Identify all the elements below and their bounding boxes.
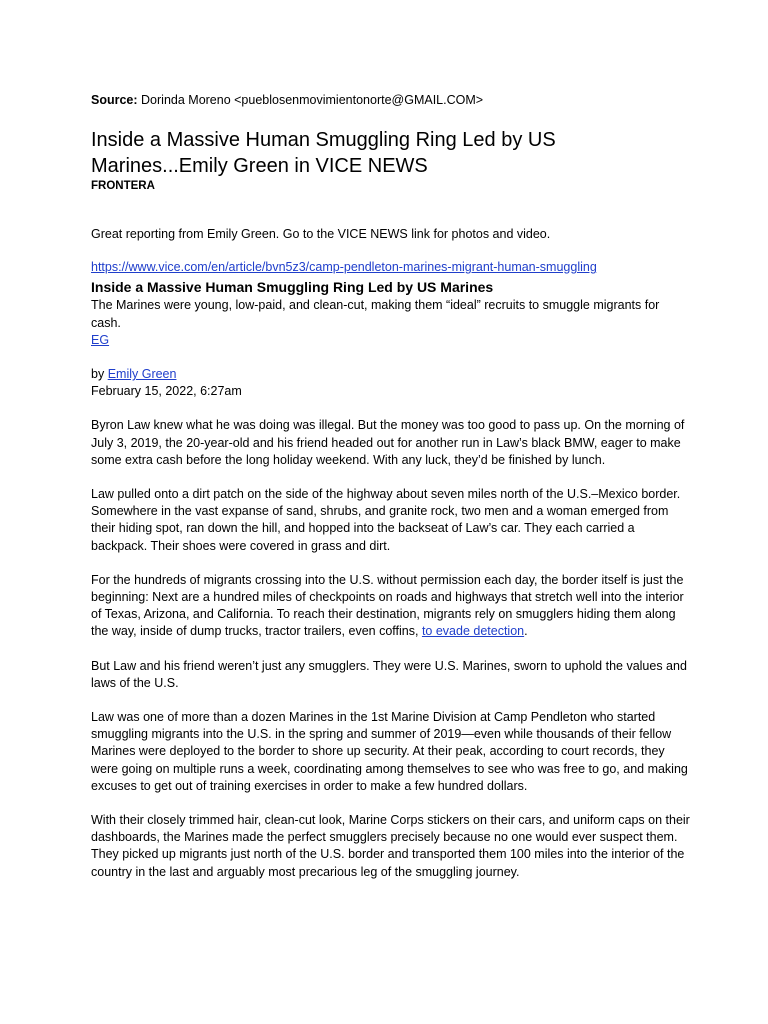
byline [91, 366, 691, 383]
document-subtitle: FRONTERA [91, 180, 155, 192]
eg-link[interactable]: EG [91, 332, 110, 347]
author-link[interactable]: Emily Green [107, 367, 177, 382]
source-value: Dorinda Moreno <pueblosenmovimientonorte@GMAIL.COM> [141, 93, 484, 107]
document-title: Inside a Massive Human Smuggling Ring Led by US Marines...Emily Green in VICE NEWS [91, 129, 556, 177]
source-line [91, 92, 691, 109]
article-headline: Inside a Massive Human Smuggling Ring Led by US Marines [91, 279, 494, 296]
evade-detection-link[interactable]: to evade detection [421, 624, 525, 639]
article-paragraph: Law pulled onto a dirt patch on the side of the highway about seven miles north of the U.S.–Mexico border. Somewhere in the vast expanse of sand, shrubs, and granite rock, two men and a woman emerged from their hiding spot, ran down the hill, and hopped into the backseat of Law’s car. They each carried a backpack. Their shoes were covered in grass and dirt. [91, 487, 681, 553]
paragraph-end: . [524, 624, 528, 639]
intro-text: Great reporting from Emily Green. Go to the VICE NEWS link for photos and video. [91, 227, 551, 241]
article-link[interactable]: https://www.vice.com/en/article/bvn5z3/camp-pendleton-marines-migrant-human-smuggling [91, 260, 597, 275]
byline-prefix: by [91, 367, 108, 382]
article-paragraph: Law was one of more than a dozen Marines in the 1st Marine Division at Camp Pendleton who started smuggling migrants into the U.S. in the spring and summer of 2019—even while thousands of their fellow Marines were deployed to the border to shore up security. At their peak, according to court records, they were going on multiple runs a week, coordinating among themselves to see who was free to go, and making excuses to get out of training exercises in order to make a few hundred dollars. [91, 710, 688, 793]
article-paragraph: With their closely trimmed hair, clean-cut look, Marine Corps stickers on their cars, and uniform caps on their dashboards, the Marines made the perfect smugglers precisely because no one would ever suspect them. They picked up migrants just north of the U.S. border and transported them 100 miles into the interior of the country in the last and arguably most precarious leg of the smuggling journey. [91, 813, 690, 879]
article-paragraph: Byron Law knew what he was doing was illegal. But the money was too good to pass up. On the morning of July 3, 2019, the 20-year-old and his friend headed out for another run in Law’s black BMW, eager to make some extra cash before the long holiday weekend. With any luck, they’d be finished by lunch. [91, 418, 685, 467]
paragraph-text: For the hundreds of migrants crossing into the U.S. without permission each day, the border itself is just the beginning: Next are a hundred miles of checkpoints on roads and highways that stretch well into the interior of Texas, Arizona, and California. To reach their destination, migrants rely on smugglers hiding them along the way, inside of dump trucks, tractor trailers, even coffins, [91, 572, 684, 639]
eg-link-line [91, 332, 691, 349]
document-page [91, 92, 691, 898]
article-link-line [91, 259, 691, 276]
article-dek: The Marines were young, low-paid, and clean-cut, making them “ideal” recruits to smuggle migrants for cash. [91, 298, 660, 330]
source-label: Source: [91, 93, 138, 107]
article-date: February 15, 2022, 6:27am [91, 384, 242, 399]
article-paragraph [91, 572, 691, 641]
article-paragraph: But Law and his friend weren’t just any smugglers. They were U.S. Marines, sworn to uphold the values and laws of the U.S. [91, 658, 687, 690]
